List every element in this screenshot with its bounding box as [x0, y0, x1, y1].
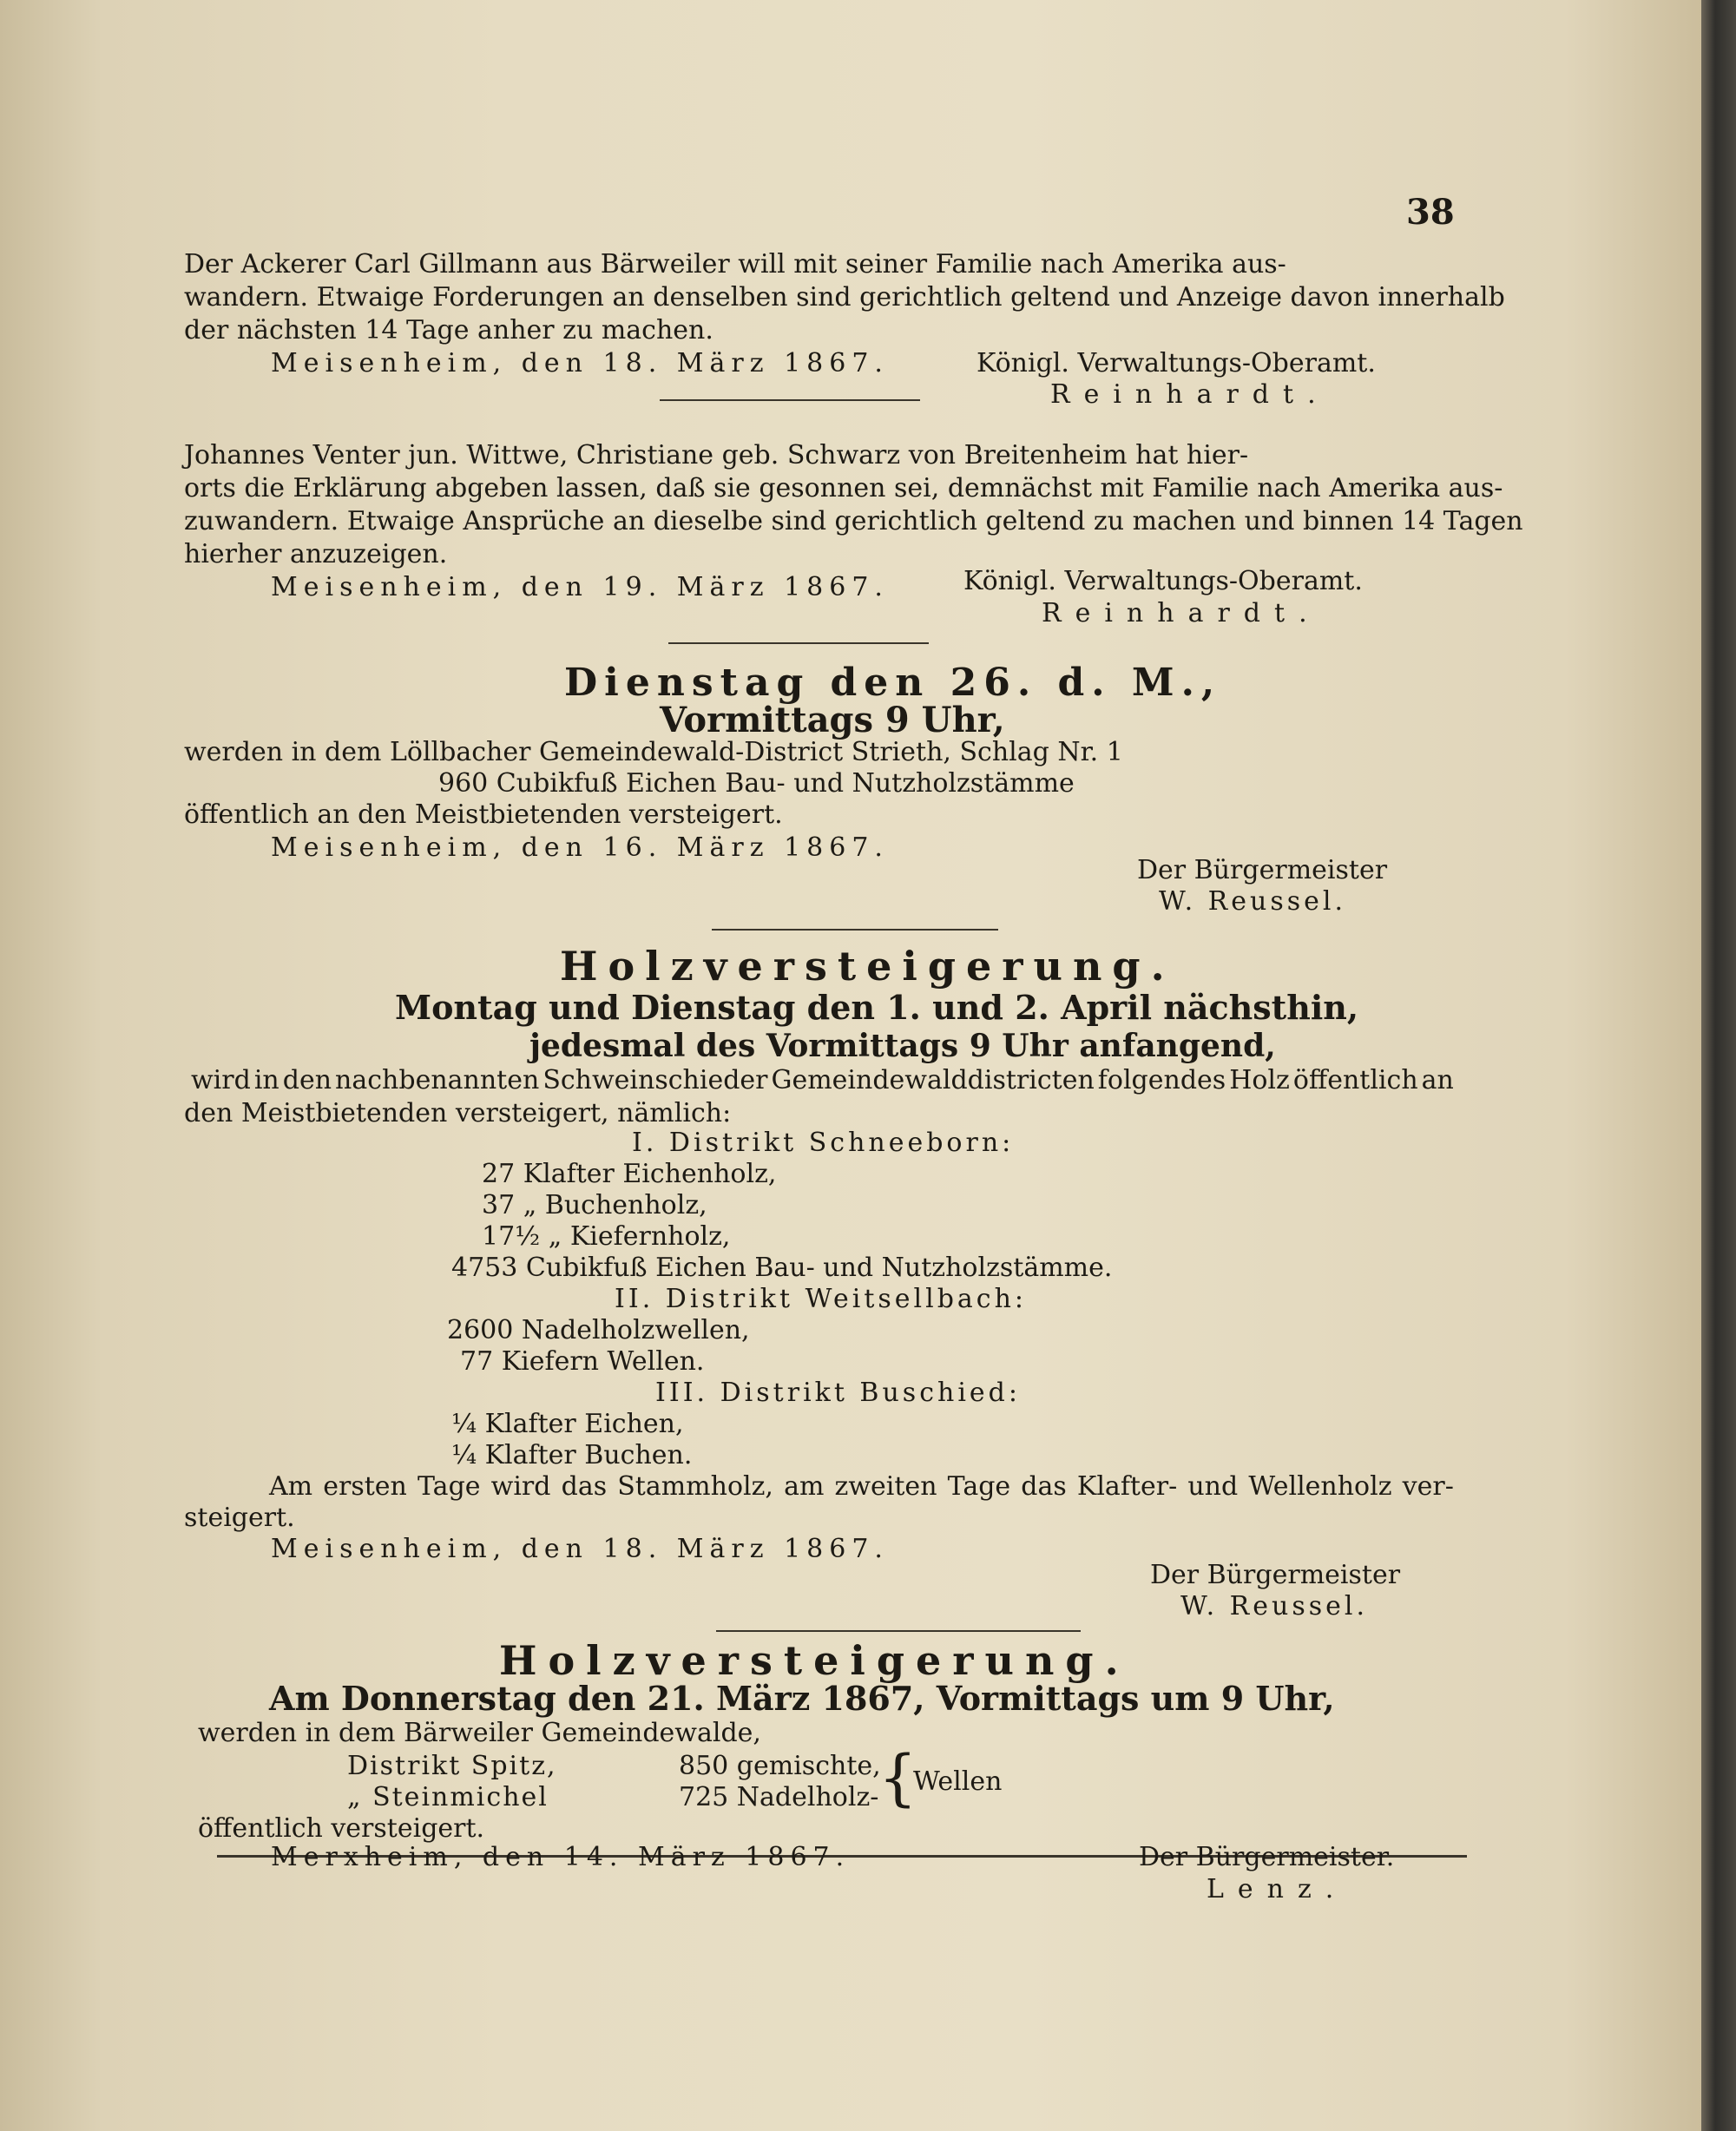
authority: Königl. Verwaltungs-Oberamt.: [976, 348, 1376, 378]
authority: Der Bürgermeister: [1137, 855, 1388, 885]
district-heading: III. Distrikt Buschied:: [655, 1378, 1021, 1408]
signature: Lenz.: [1207, 1874, 1348, 1904]
notice-line: öffentlich versteigert.: [198, 1813, 485, 1844]
notice-line: der nächsten 14 Tage anher zu machen.: [184, 315, 713, 345]
notice-title: Holzversteigerung.: [560, 943, 1175, 990]
separator-rule: [660, 399, 920, 401]
district-item: 27 Klafter Eichenholz,: [482, 1159, 777, 1189]
justified-line: [191, 1065, 1454, 1095]
notice-line: steigert.: [184, 1503, 295, 1533]
word: das: [1021, 1471, 1067, 1502]
district-heading: II. Distrikt Weitsellbach:: [615, 1284, 1028, 1314]
word: Holz: [1229, 1065, 1290, 1095]
district-item: 37 „ Buchenholz,: [482, 1190, 707, 1220]
notice-line: 960 Cubikfuß Eichen Bau- und Nutzholzstämme: [438, 768, 1075, 799]
notice-subheading: jedesmal des Vormittags 9 Uhr anfangend,: [529, 1028, 1276, 1064]
word: wird: [490, 1471, 551, 1502]
authority: Der Bürgermeister.: [1139, 1842, 1395, 1872]
bracket-label: Wellen: [913, 1766, 1003, 1797]
separator-rule: [668, 642, 929, 644]
notice-line: werden in dem Löllbacher Gemeindewald-District Strieth, Schlag Nr. 1: [184, 737, 1123, 767]
district-item: 725 Nadelholz-: [679, 1782, 879, 1812]
word: folgendes: [1097, 1065, 1226, 1095]
word: an: [1421, 1065, 1454, 1095]
word: öffentlich: [1292, 1065, 1418, 1095]
signature: Reinhardt.: [1050, 379, 1330, 410]
notice-line: wandern. Etwaige Forderungen an denselben sind gerichtlich geltend und Anzeige davon innerhalb: [184, 282, 1505, 312]
district-name: „ Steinmichel: [347, 1782, 549, 1812]
separator-rule: [716, 1630, 1081, 1632]
district-name: Distrikt Spitz,: [347, 1751, 557, 1781]
district-item: ¼ Klafter Buchen.: [451, 1440, 693, 1470]
notice-line: zuwandern. Etwaige Ansprüche an dieselbe sind gerichtlich geltend zu machen und binnen 14 Tagen: [184, 506, 1523, 536]
word: ver-: [1402, 1471, 1454, 1502]
word: in: [253, 1065, 279, 1095]
word: Am: [269, 1471, 313, 1502]
notice-heading: Montag und Dienstag den 1. und 2. April nächsthin,: [395, 988, 1359, 1027]
signature: W. Reussel.: [1180, 1591, 1369, 1621]
word: Gemeindewalddistricten: [771, 1065, 1095, 1095]
authority: Der Bürgermeister: [1150, 1560, 1401, 1590]
word: Stammholz,: [617, 1471, 773, 1502]
word: Tage: [418, 1471, 481, 1502]
notice-line: hierher anzuzeigen.: [184, 539, 448, 569]
district-heading: I. Distrikt Schneeborn:: [632, 1128, 1015, 1158]
place-date: Meisenheim, den 18. März 1867.: [271, 348, 889, 378]
place-date: Merxheim, den 14. März 1867.: [271, 1842, 851, 1872]
signature: Reinhardt.: [1042, 598, 1321, 628]
page-number: 38: [1406, 192, 1455, 233]
notice-line: öffentlich an den Meistbietenden versteigert.: [184, 799, 783, 830]
word: Schweinschieder: [542, 1065, 768, 1095]
word: und: [1187, 1471, 1239, 1502]
word: das: [561, 1471, 608, 1502]
word: Klafter-: [1076, 1471, 1178, 1502]
district-item: ¼ Klafter Eichen,: [451, 1409, 684, 1439]
brace-bracket: {: [878, 1742, 917, 1813]
separator-rule: [712, 929, 998, 931]
notice-heading: Am Donnerstag den 21. März 1867, Vormittags um 9 Uhr,: [269, 1679, 1335, 1718]
justified-line: [269, 1471, 1454, 1502]
signature: W. Reussel.: [1159, 886, 1347, 917]
word: nachbenannten: [335, 1065, 540, 1095]
notice-line: Johannes Venter jun. Wittwe, Christiane geb. Schwarz von Breitenheim hat hier-: [184, 440, 1249, 470]
notice-heading: Dienstag den 26. d. M.,: [564, 661, 1222, 705]
place-date: Meisenheim, den 18. März 1867.: [271, 1534, 889, 1564]
word: ersten: [323, 1471, 407, 1502]
notice-subheading: Vormittags 9 Uhr,: [660, 700, 1005, 740]
place-date: Meisenheim, den 19. März 1867.: [271, 572, 889, 602]
place-date: Meisenheim, den 16. März 1867.: [271, 832, 889, 863]
notice-line: werden in dem Bärweiler Gemeindewalde,: [198, 1718, 761, 1748]
word: zweiten: [834, 1471, 937, 1502]
notice-title: Holzversteigerung.: [499, 1637, 1130, 1684]
word: Tage: [947, 1471, 1011, 1502]
authority: Königl. Verwaltungs-Oberamt.: [963, 566, 1363, 596]
word: den: [282, 1065, 332, 1095]
district-item: 2600 Nadelholzwellen,: [447, 1315, 750, 1345]
notice-line: den Meistbietenden versteigert, nämlich:: [184, 1098, 732, 1128]
notice-line: Der Ackerer Carl Gillmann aus Bärweiler will mit seiner Familie nach Amerika aus-: [184, 249, 1286, 280]
district-item: 77 Kiefern Wellen.: [460, 1346, 705, 1377]
word: Wellenholz: [1248, 1471, 1392, 1502]
word: wird: [191, 1065, 251, 1095]
district-item: 850 gemischte,: [679, 1751, 881, 1781]
district-item: 4753 Cubikfuß Eichen Bau- und Nutzholzstämme.: [451, 1253, 1113, 1283]
notice-line: orts die Erklärung abgeben lassen, daß sie gesonnen sei, demnächst mit Familie nach Amerika aus-: [184, 473, 1503, 503]
book-spine-edge: [1701, 0, 1736, 2131]
word: am: [784, 1471, 825, 1502]
district-item: 17½ „ Kiefernholz,: [482, 1221, 731, 1252]
